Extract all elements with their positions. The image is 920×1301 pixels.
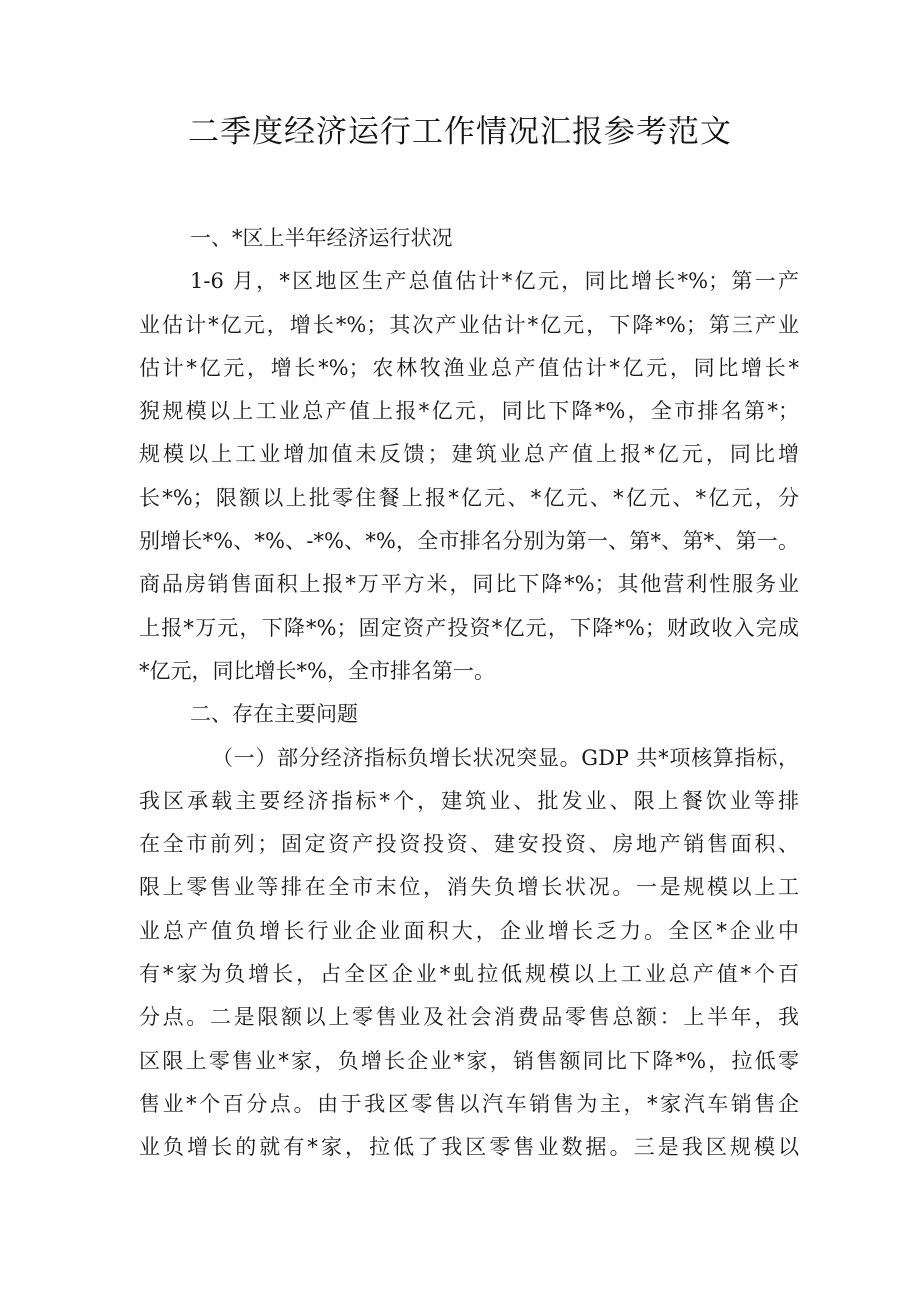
- paragraph-line: 有*家为负增长，占全区企业*虬拉低规模以上工业总产值*个百: [139, 962, 799, 987]
- paragraph-line: 分点。二是限额以上零售业及社会消费品零售总额：上半年，我: [139, 1005, 799, 1030]
- paragraph-line: 业负增长的就有*家，拉低了我区零售业数据。三是我区规模以: [139, 1135, 799, 1160]
- section-heading-1: 一、*区上半年经济运行状况: [190, 226, 453, 250]
- paragraph-line: 上报*万元，下降*%；固定资产投资*亿元，下降*%；财政收入完成: [139, 615, 799, 640]
- document-title: 二季度经济运行工作情况汇报参考范文: [188, 114, 732, 150]
- paragraph-line: 业估计*亿元，增长*%；其次产业估计*亿元，下降*%；第三产业: [139, 312, 799, 337]
- paragraph-line: 区限上零售业*家，负增长企业*家，销售额同比下降*%，拉低零: [139, 1048, 799, 1073]
- paragraph-line: 估计*亿元，增长*%；农林牧渔业总产值估计*亿元，同比增长*: [139, 355, 799, 380]
- paragraph-line: 规模以上工业增加值未反馈；建筑业总产值上报*亿元，同比增: [139, 442, 799, 467]
- document-body: [139, 217, 799, 1170]
- paragraph-line: 猊规模以上工业总产值上报*亿元，同比下降*%，全市排名第*；: [139, 399, 799, 424]
- paragraph-line: 长*%；限额以上批零住餐上报*亿元、*亿元、*亿元、*亿元，分: [139, 485, 799, 510]
- paragraph-line: 售业*个百分点。由于我区零售以汽车销售为主，*家汽车销售企: [139, 1091, 799, 1116]
- paragraph-line: *亿元，同比增长*%，全市排名第一。: [139, 658, 495, 683]
- paragraph-line: （一）部分经济指标负增长状况突显。GDP 共*项核算指标，: [212, 745, 799, 770]
- paragraph-line: 1-6 月，*区地区生产总值估计*亿元，同比增长*%；第一产: [190, 269, 799, 294]
- paragraph-line: 限上零售业等排在全市末位，消失负增长状况。一是规模以上工: [139, 875, 799, 900]
- paragraph-line: 我区承载主要经济指标*个，建筑业、批发业、限上餐饮业等排: [139, 788, 799, 813]
- paragraph-line: 业总产值负增长行业企业面积大，企业增长乏力。全区*企业中: [139, 918, 799, 943]
- paragraph-line: 别增长*%、*%、-*%、*%，全市排名分别为第一、第*、第*、第一。: [139, 529, 799, 554]
- section-heading-2: 二、存在主要问题: [190, 702, 358, 727]
- paragraph-line: 商品房销售面积上报*万平方米，同比下降*%；其他营利性服务业: [139, 572, 799, 597]
- paragraph-line: 在全市前列；固定资产投资投资、建安投资、房地产销售面积、: [139, 832, 799, 857]
